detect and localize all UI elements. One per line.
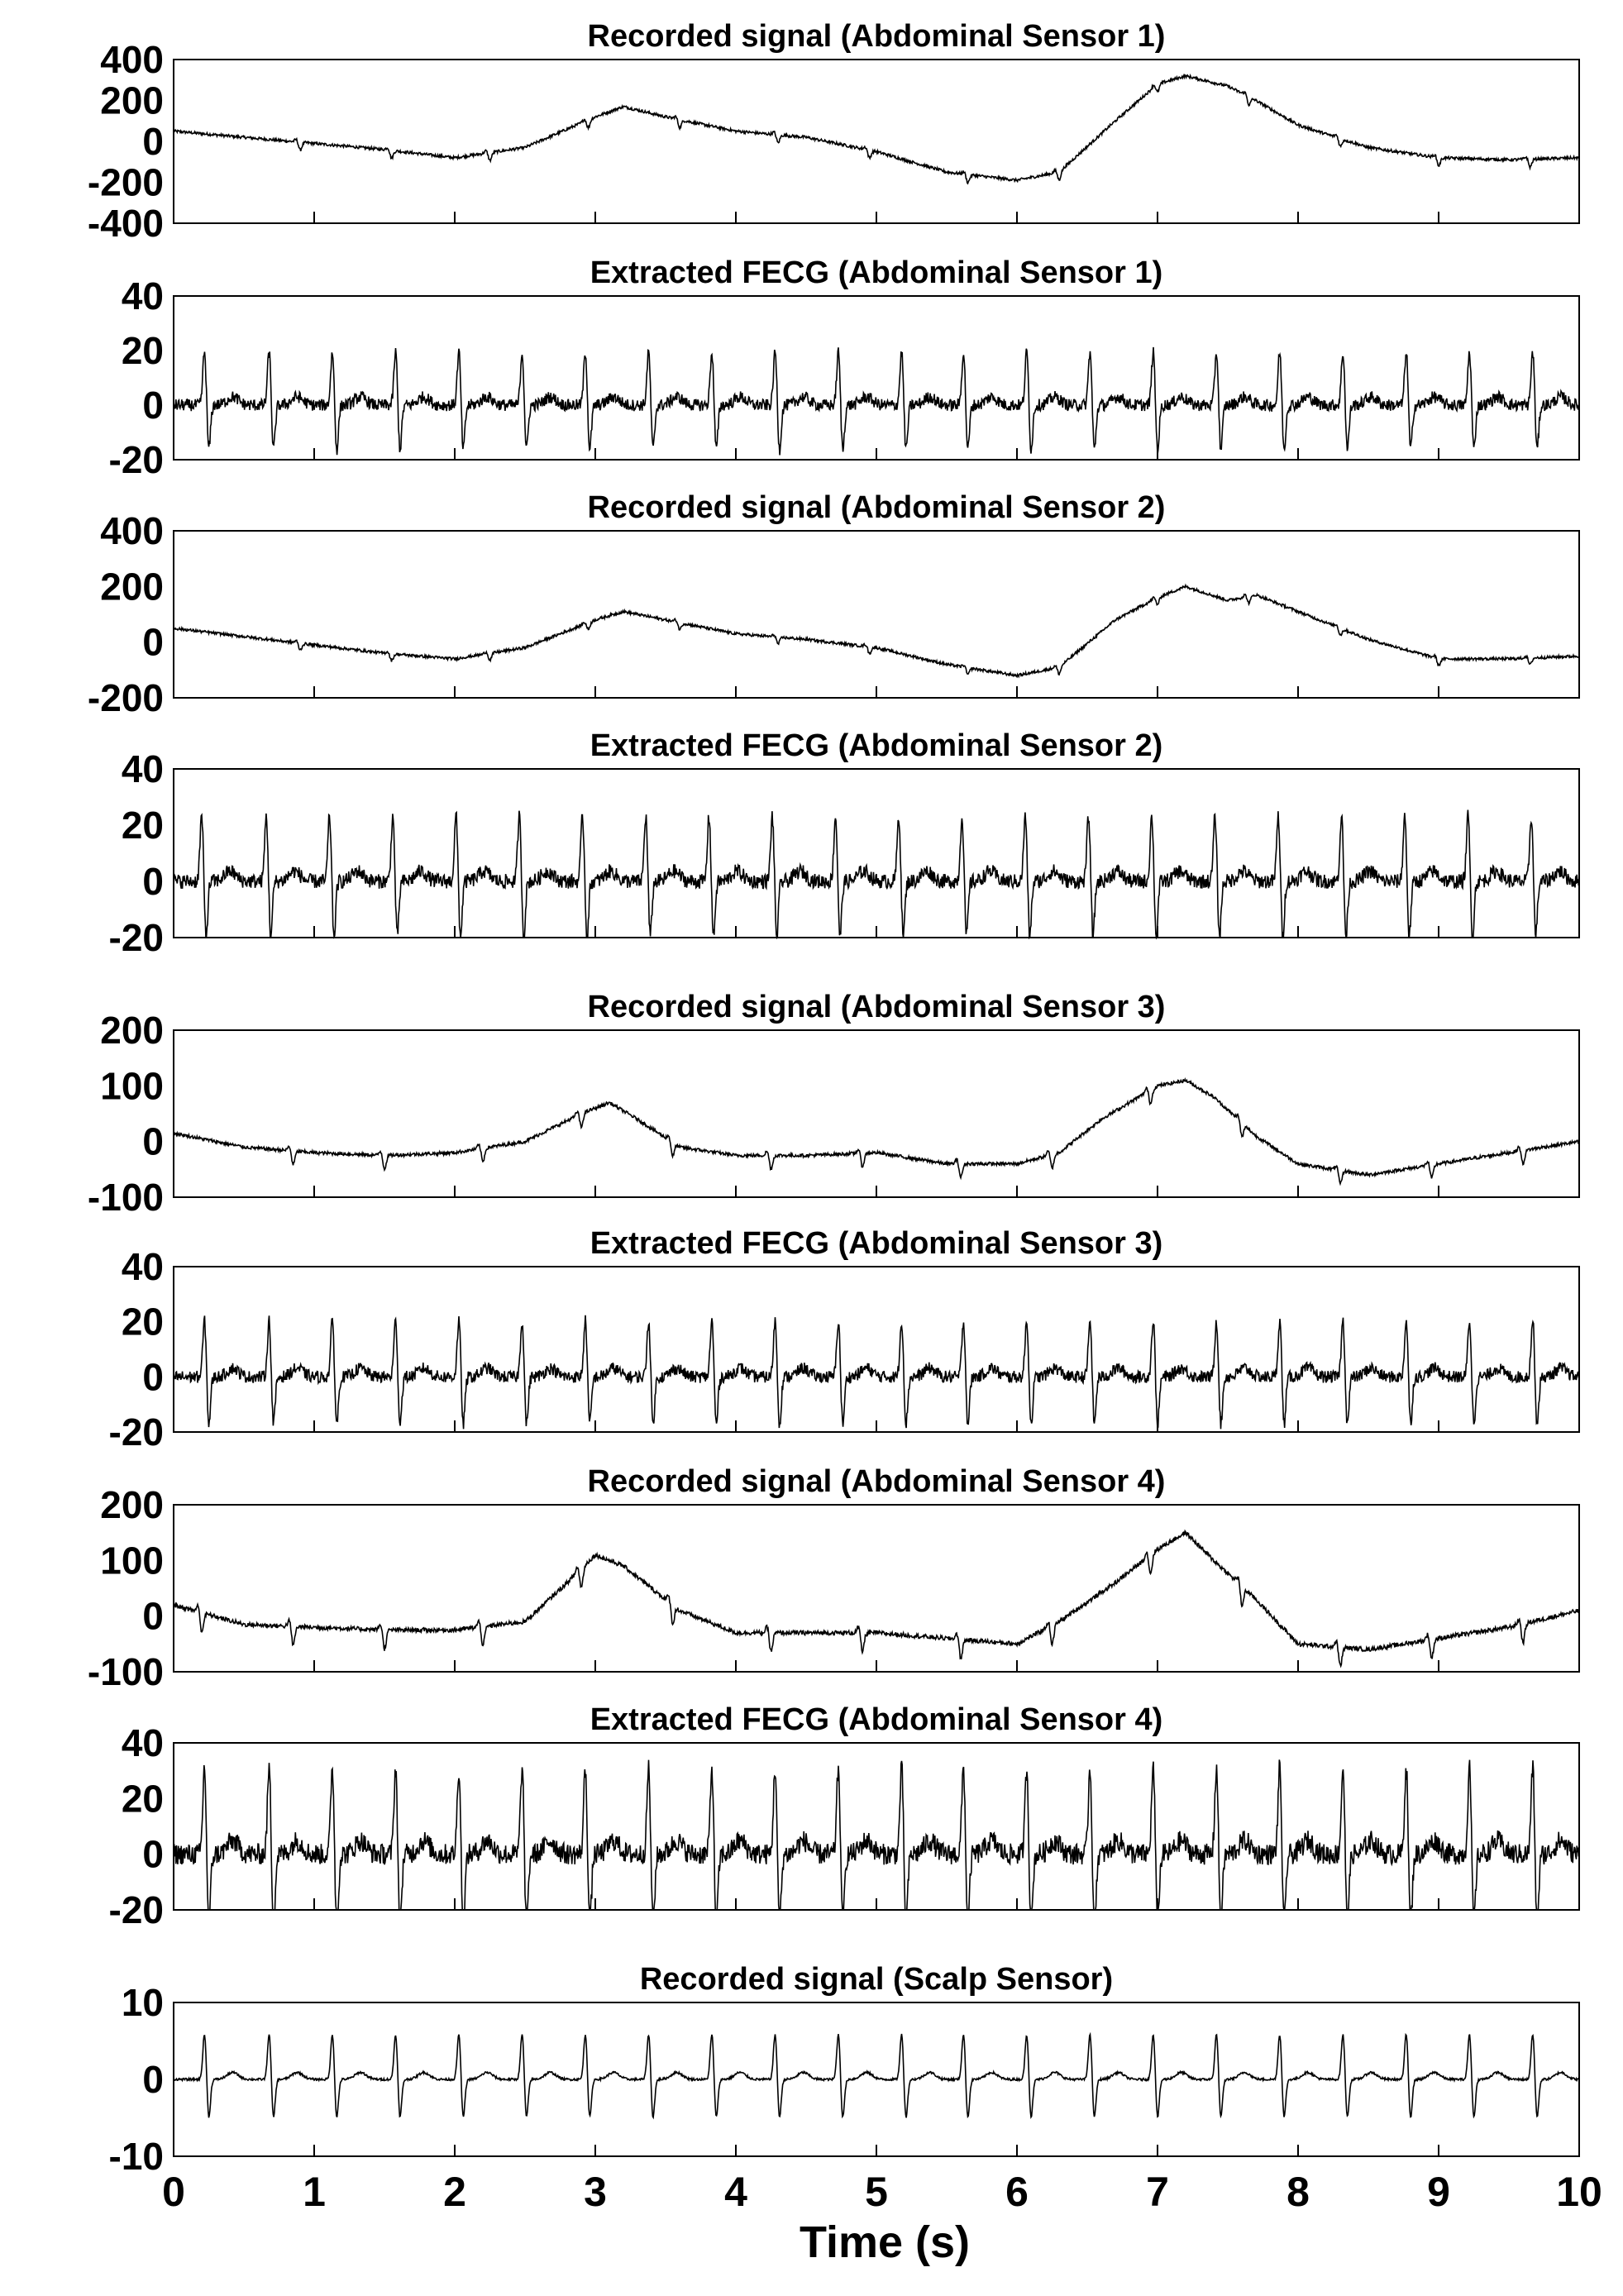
signal-trace (174, 1079, 1579, 1183)
panel-9 (109, 1962, 1602, 2267)
x-tick-label: 8 (1286, 2169, 1310, 2215)
panel-title: Extracted FECG (Abdominal Sensor 4) (590, 1702, 1163, 1737)
y-tick-label: -200 (87, 676, 164, 719)
y-tick-label: 0 (142, 860, 164, 903)
plot-frame (174, 1030, 1579, 1197)
panel-title: Recorded signal (Abdominal Sensor 3) (587, 990, 1166, 1024)
signal-trace (174, 347, 1579, 456)
y-tick-label: 40 (121, 747, 164, 790)
panel-title: Recorded signal (Abdominal Sensor 1) (587, 19, 1166, 54)
y-tick-label: 20 (121, 1777, 164, 1821)
y-tick-label: -200 (87, 160, 164, 204)
y-tick-label: 20 (121, 329, 164, 372)
y-tick-label: 0 (142, 1119, 164, 1163)
y-tick-label: -10 (108, 2135, 164, 2178)
y-tick-label: 0 (142, 120, 164, 163)
signal-trace (174, 75, 1579, 184)
x-tick-label: 6 (1005, 2169, 1029, 2215)
panel-8 (109, 1702, 1579, 1931)
y-tick-label: 0 (142, 1832, 164, 1876)
plot-frame (174, 60, 1579, 223)
plot-frame (174, 531, 1579, 698)
y-tick-label: 0 (142, 1355, 164, 1399)
x-tick-label: 3 (584, 2169, 607, 2215)
panel-6 (109, 1226, 1579, 1453)
x-tick-label: 1 (303, 2169, 326, 2215)
y-tick-label: 0 (142, 384, 164, 427)
y-tick-label: 0 (142, 1594, 164, 1638)
panel-title: Extracted FECG (Abdominal Sensor 1) (590, 255, 1163, 290)
panel-4 (109, 728, 1579, 959)
panel-5 (88, 990, 1579, 1219)
panel-title: Recorded signal (Abdominal Sensor 4) (587, 1464, 1166, 1499)
y-tick-label: 200 (100, 1483, 164, 1526)
y-tick-label: 0 (142, 620, 164, 664)
signal-trace (174, 585, 1579, 677)
signal-trace (174, 1315, 1579, 1430)
panel-title: Extracted FECG (Abdominal Sensor 3) (590, 1226, 1163, 1261)
y-tick-label: -20 (108, 1411, 164, 1453)
panel-title: Extracted FECG (Abdominal Sensor 2) (590, 728, 1163, 763)
plot-frame (174, 1267, 1579, 1432)
plot-frame (174, 1743, 1579, 1910)
y-tick-label: -400 (87, 202, 164, 245)
x-tick-label: 9 (1427, 2169, 1450, 2215)
y-tick-label: 200 (100, 565, 164, 609)
signal-trace (174, 1531, 1579, 1666)
x-tick-label: 4 (724, 2169, 747, 2215)
x-tick-label: 7 (1146, 2169, 1169, 2215)
y-tick-label: 400 (100, 509, 164, 552)
panel-1 (88, 19, 1579, 245)
plot-frame (174, 769, 1579, 938)
x-tick-label: 5 (865, 2169, 888, 2215)
y-tick-label: 100 (100, 1064, 164, 1108)
y-tick-label: 40 (121, 1721, 164, 1764)
signal-trace (174, 810, 1579, 938)
y-tick-label: -20 (108, 438, 164, 481)
y-tick-label: 400 (100, 38, 164, 81)
y-tick-label: 20 (121, 1300, 164, 1344)
panel-title: Recorded signal (Scalp Sensor) (639, 1962, 1114, 1997)
y-tick-label: -20 (108, 1888, 164, 1931)
y-tick-label: 10 (121, 1981, 164, 2024)
y-tick-label: -100 (87, 1650, 164, 1693)
y-tick-label: 40 (121, 1245, 164, 1288)
signal-trace (174, 1759, 1579, 1910)
panel-title: Recorded signal (Abdominal Sensor 2) (587, 490, 1166, 525)
y-tick-label: 100 (100, 1539, 164, 1582)
x-tick-label: 10 (1556, 2169, 1602, 2215)
y-tick-label: 20 (121, 804, 164, 847)
panel-3 (88, 490, 1579, 719)
y-tick-label: -20 (108, 916, 164, 959)
panel-7 (88, 1464, 1579, 1693)
x-tick-label: 2 (443, 2169, 466, 2215)
y-tick-label: 200 (100, 79, 164, 122)
plot-frame (174, 296, 1579, 460)
x-tick-label: 0 (162, 2169, 185, 2215)
signal-trace (174, 2034, 1579, 2117)
y-tick-label: -100 (87, 1176, 164, 1219)
y-tick-label: 0 (142, 2058, 164, 2101)
y-tick-label: 200 (100, 1009, 164, 1052)
x-axis-label: Time (s) (799, 2217, 971, 2267)
panel-2 (109, 255, 1579, 481)
y-tick-label: 40 (121, 274, 164, 317)
